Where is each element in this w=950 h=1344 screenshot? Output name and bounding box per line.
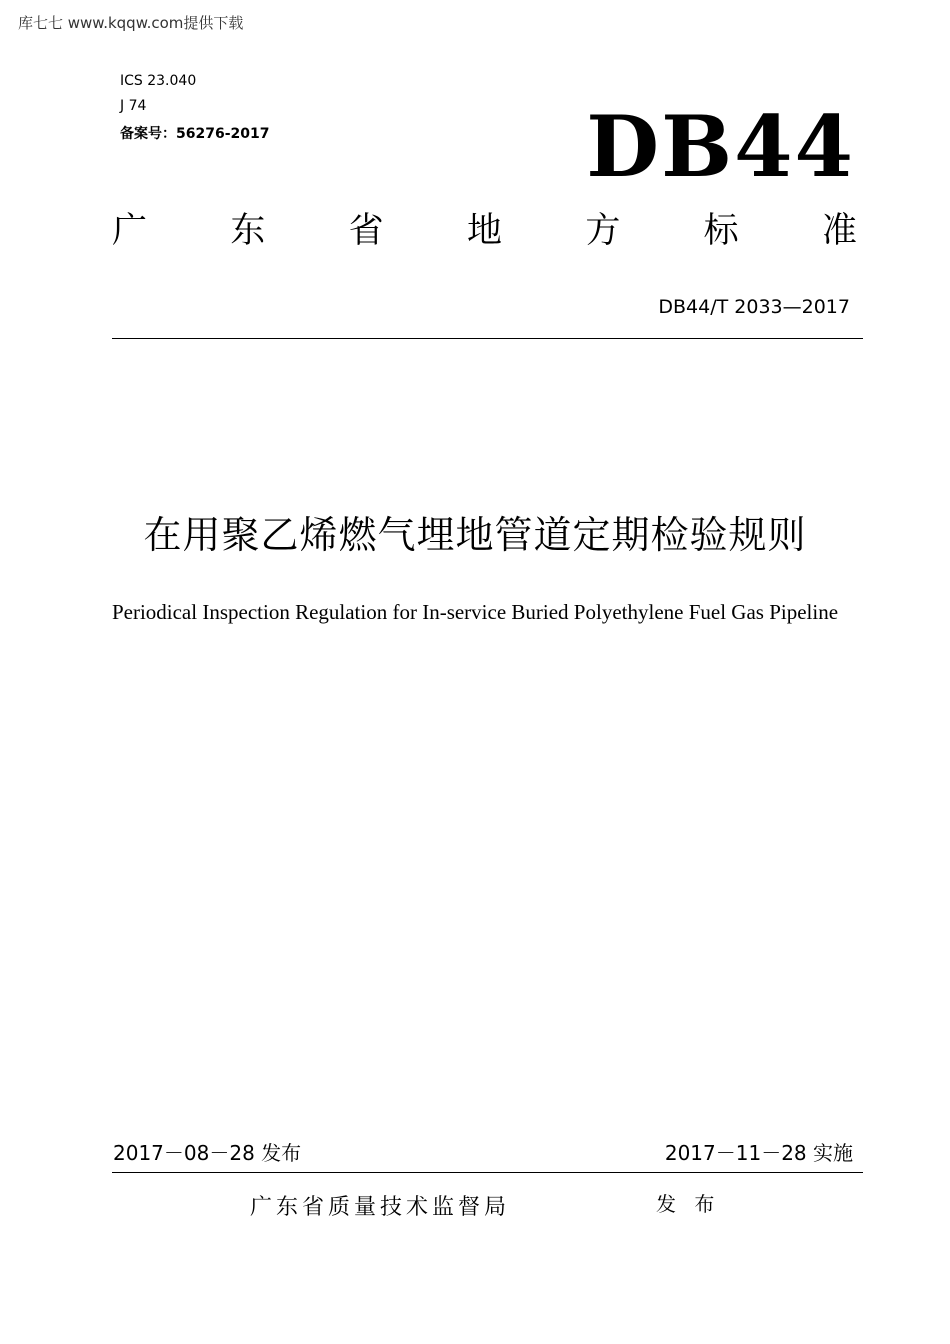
title-char: 东 <box>230 211 266 251</box>
title-char: 准 <box>821 211 857 251</box>
record-number: 备案号：56276-2017 <box>120 126 270 142</box>
title-char: 地 <box>466 211 502 251</box>
classification-code: J 74 <box>120 98 147 114</box>
watermark-text: 库七七 www.kqqw.com提供下载 <box>18 14 244 32</box>
document-title-chinese: 在用聚乙烯燃气埋地管道定期检验规则 <box>143 513 807 557</box>
publisher-name: 广东省质量技术监督局 <box>250 1195 511 1220</box>
header-divider <box>112 338 863 339</box>
ics-code: ICS 23.040 <box>120 73 197 89</box>
footer-divider <box>112 1172 863 1173</box>
title-char: 方 <box>585 211 621 251</box>
title-char: 标 <box>703 211 739 251</box>
publish-label: 发 布 <box>656 1192 721 1216</box>
implementation-date: 2017－11－28 实施 <box>664 1141 853 1165</box>
standard-number: DB44/T 2033—2017 <box>658 296 850 318</box>
issue-date: 2017－08－28 发布 <box>113 1141 302 1165</box>
title-char: 省 <box>348 211 384 251</box>
standard-category-title <box>112 211 857 251</box>
title-char: 广 <box>112 211 148 251</box>
db44-logo: DB44 <box>586 97 855 196</box>
document-title-english: Periodical Inspection Regulation for In-service Buried Polyethylene Fuel Gas Pipeline <box>111 600 839 624</box>
